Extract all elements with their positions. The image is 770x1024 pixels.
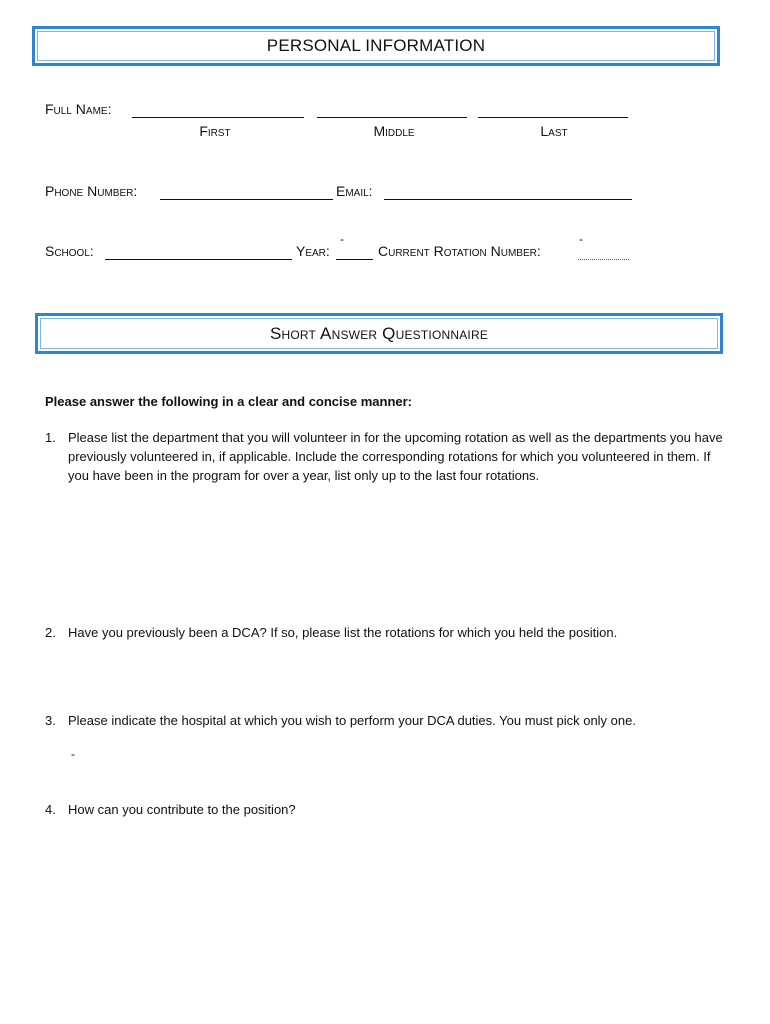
questionnaire-title: Short Answer Questionnaire (269, 323, 489, 343)
question-4-number: 4. (45, 802, 56, 817)
question-3-number: 3. (45, 713, 56, 728)
current-rotation-label: Current Rotation Number: (378, 243, 541, 259)
question-1-number: 1. (45, 430, 56, 445)
rotation-number-field[interactable] (578, 259, 629, 260)
email-label: Email: (336, 183, 373, 199)
phone-number-label: Phone Number: (45, 183, 138, 199)
last-name-field[interactable] (478, 117, 628, 118)
first-name-field[interactable] (132, 117, 304, 118)
rotation-dash: - (579, 232, 583, 246)
question-4-text: How can you contribute to the position? (68, 802, 296, 817)
full-name-label: Full Name: (45, 101, 112, 117)
email-field[interactable] (384, 199, 632, 200)
middle-caption: Middle (373, 123, 415, 139)
questionnaire-intro: Please answer the following in a clear and concise manner: (45, 394, 413, 409)
personal-info-header (32, 26, 720, 66)
questionnaire-header (35, 313, 723, 354)
personal-info-header-inner (37, 31, 715, 61)
year-dash: - (340, 232, 344, 246)
year-field[interactable] (336, 259, 373, 260)
question-3-dash: - (71, 747, 75, 761)
personal-info-title: PERSONAL INFORMATION (266, 36, 486, 55)
question-1-text: Please list the department that you will volunteer in for the upcoming rotation as well as the departments you have previously volunteered in, if applicable. Include the corresponding rotations for which you volunteered in them. If you have been in the program for over a year, list only up to the last four rotations. (68, 430, 723, 483)
question-2-number: 2. (45, 625, 56, 640)
questionnaire-header-inner (40, 318, 718, 349)
last-caption: Last (540, 123, 568, 139)
question-3-text: Please indicate the hospital at which you wish to perform your DCA duties. You must pick only one. (68, 713, 636, 728)
phone-number-field[interactable] (160, 199, 333, 200)
school-label: School: (45, 243, 94, 259)
middle-name-field[interactable] (317, 117, 467, 118)
school-field[interactable] (105, 259, 292, 260)
question-2-text: Have you previously been a DCA? If so, please list the rotations for which you held the position. (68, 625, 618, 640)
year-label: Year: (296, 243, 330, 259)
first-caption: First (199, 123, 231, 139)
